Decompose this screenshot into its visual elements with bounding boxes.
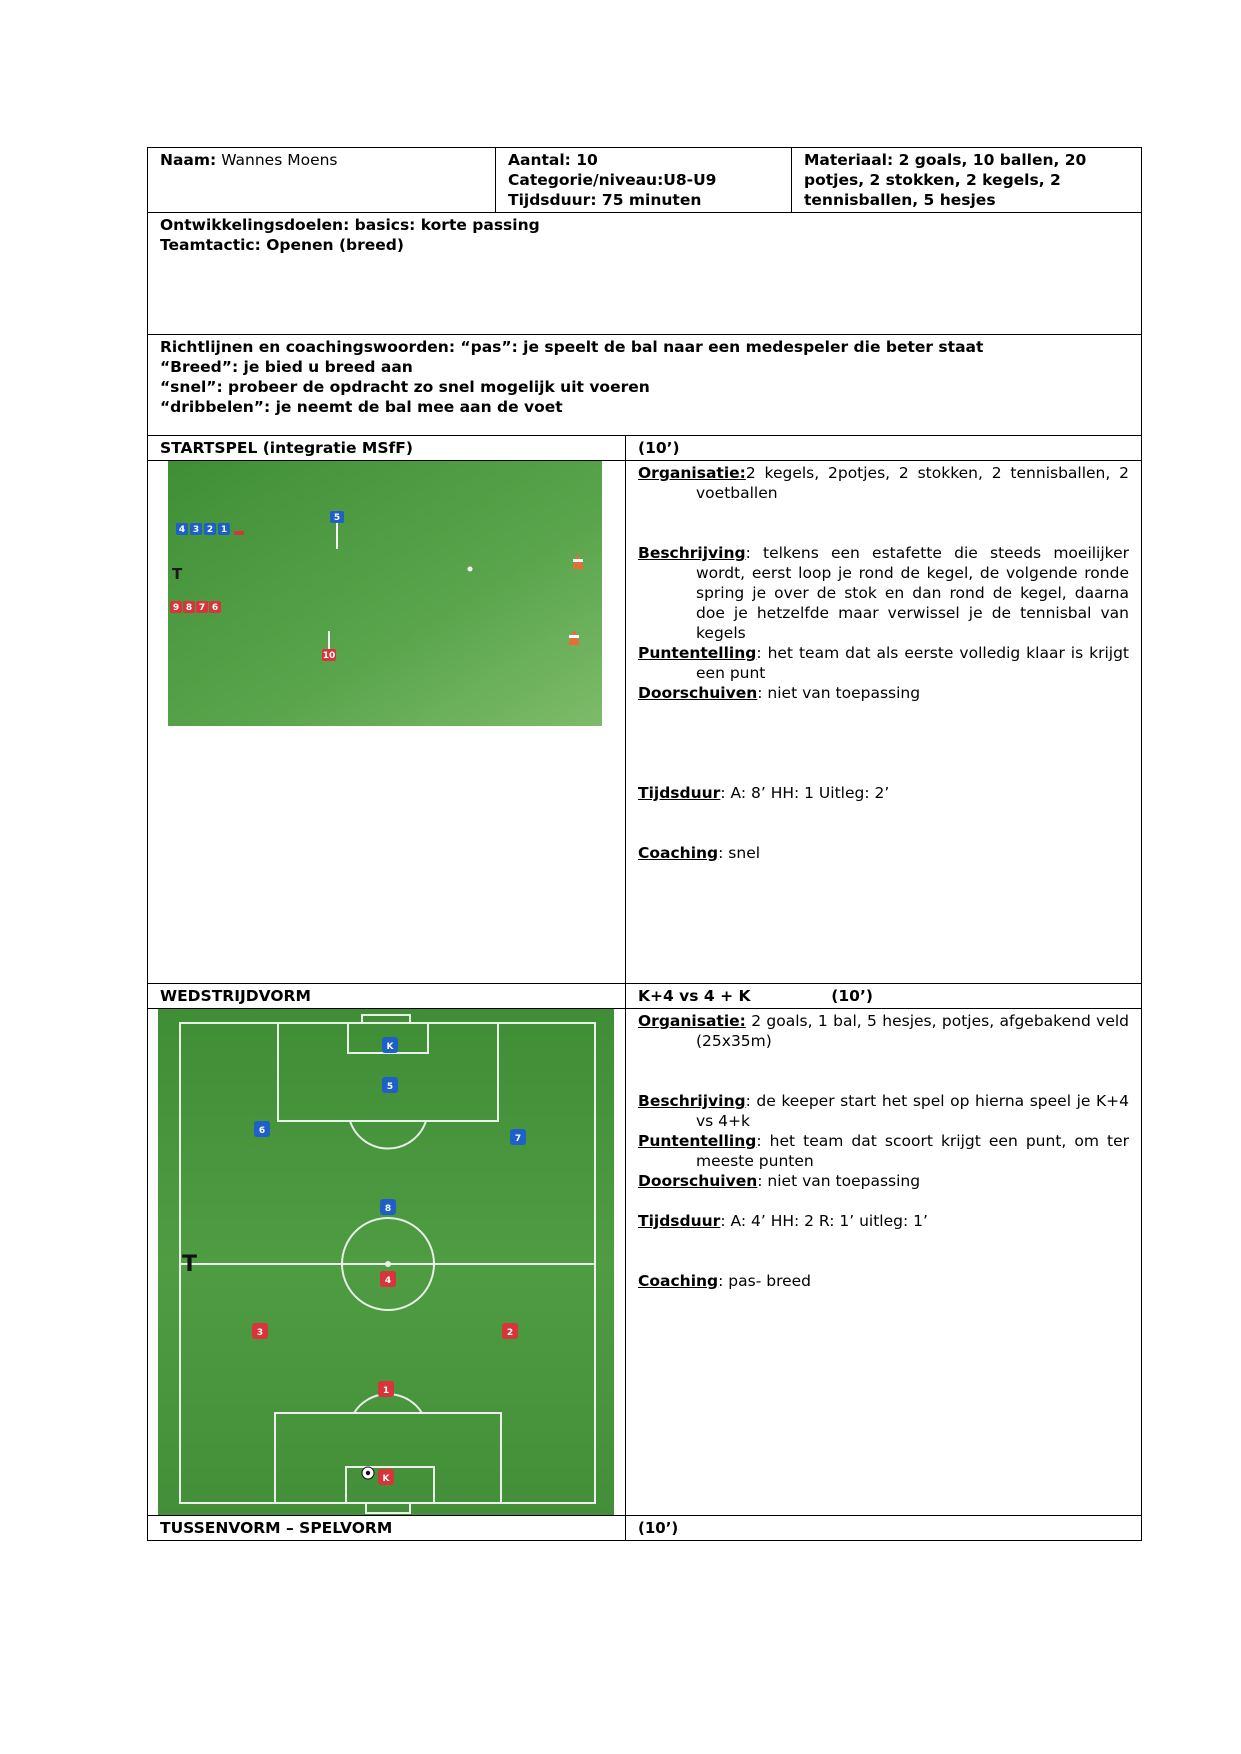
svg-text:5: 5 (333, 513, 341, 523)
naam-value: Wannes Moens (221, 151, 338, 169)
startspel-title: STARTSPEL (integratie MSfF) (148, 436, 626, 461)
svg-text:9: 9 (172, 603, 180, 613)
red-player (209, 601, 221, 613)
red-player (322, 649, 336, 661)
startspel-coaching: Coaching: snel (638, 844, 761, 862)
red-player (170, 601, 182, 613)
richtlijnen-line-1: Richtlijnen en coachingswoorden: “pas”: je speelt de bal naar een medespeler die beter staat (160, 338, 984, 356)
blue-player (254, 1121, 270, 1137)
wedstrijdvorm-text-cell (626, 1009, 1142, 1516)
red-player (378, 1469, 394, 1485)
naam-label: Naam: (160, 151, 217, 169)
richtlijnen-cell (148, 335, 1142, 436)
svg-text:4: 4 (178, 525, 186, 535)
wedstrijdvorm-format-cell (626, 984, 1142, 1009)
svg-text:4: 4 (384, 1276, 392, 1286)
richtlijnen-line-3: “snel”: probeer de opdracht zo snel mogelijk uit voeren (160, 378, 650, 396)
svg-text:K: K (386, 1042, 394, 1052)
blue-player (382, 1077, 398, 1093)
tijdsduur-total: Tijdsduur: 75 minuten (508, 191, 702, 209)
field-background (168, 461, 602, 726)
header-row (148, 148, 1142, 213)
startspel-organisatie: Organisatie:2 kegels, 2potjes, 2 stokken, 2 tennisballen, 2 voetballen (638, 464, 1129, 502)
blue-player (330, 511, 344, 523)
svg-text:5: 5 (386, 1082, 394, 1092)
pole-icon (328, 631, 330, 651)
startspel-doorschuiven: Doorschuiven: niet van toepassing (638, 684, 921, 702)
svg-text:3: 3 (256, 1328, 264, 1338)
doelen-row (148, 213, 1142, 335)
doelen-cell (148, 213, 1142, 335)
startspel-diagram-cell (148, 461, 626, 984)
startspel-body-row (148, 461, 1142, 984)
red-player (183, 601, 195, 613)
tussenvorm-title: TUSSENVORM – SPELVORM (148, 1516, 626, 1541)
blue-player (190, 523, 202, 535)
categorie: Categorie/niveau:U8-U9 (508, 171, 717, 189)
wedstrijdvorm-beschrijving: Beschrijving: de keeper start het spel op hierna speel je K+4 vs 4+k (638, 1092, 1129, 1130)
coach-marker: T (182, 1252, 198, 1277)
blue-player (204, 523, 216, 535)
red-player (380, 1271, 396, 1287)
cone-icon (234, 531, 244, 535)
startspel-header-row (148, 436, 1142, 461)
wedstrijdvorm-duration: (10’) (831, 987, 873, 1005)
startspel-text-cell (626, 461, 1142, 984)
richtlijnen-row (148, 335, 1142, 436)
ball-icon (362, 1467, 374, 1479)
red-player (378, 1381, 394, 1397)
wedstrijdvorm-diagram-cell (148, 1009, 626, 1516)
blue-player (510, 1129, 526, 1145)
startspel-duration: (10’) (626, 436, 1142, 461)
startspel-tijdsduur: Tijdsduur: A: 8’ HH: 1 Uitleg: 2’ (638, 784, 890, 802)
svg-text:K: K (382, 1474, 390, 1484)
svg-text:6: 6 (258, 1126, 266, 1136)
materiaal: Materiaal: 2 goals, 10 ballen, 20 potjes, 2 stokken, 2 kegels, 2 tennisballen, 5 hesjes (804, 151, 1087, 209)
svg-text:8: 8 (384, 1204, 392, 1214)
richtlijnen-line-4: “dribbelen”: je neemt de bal mee aan de voet (160, 398, 563, 416)
ball-icon (468, 567, 473, 572)
blue-player (218, 523, 230, 535)
richtlijnen-line-2: “Breed”: je bied u breed aan (160, 358, 413, 376)
svg-text:2: 2 (506, 1328, 514, 1338)
blue-player (176, 523, 188, 535)
tussenvorm-header-row (148, 1516, 1142, 1541)
red-player (196, 601, 208, 613)
center-spot (385, 1261, 391, 1267)
red-player (252, 1323, 268, 1339)
wedstrijdvorm-organisatie: Organisatie: 2 goals, 1 bal, 5 hesjes, potjes, afgebakend veld (25x35m) (638, 1012, 1129, 1050)
materiaal-cell (792, 148, 1142, 213)
wedstrijdvorm-puntentelling: Puntentelling: het team dat scoort krijgt een punt, om ter meeste punten (638, 1132, 1129, 1170)
wedstrijdvorm-format: K+4 vs 4 + K (638, 987, 751, 1005)
tussenvorm-duration: (10’) (626, 1516, 1142, 1541)
startspel-puntentelling: Puntentelling: het team dat als eerste volledig klaar is krijgt een punt (638, 644, 1129, 682)
pole-icon (336, 523, 338, 549)
wedstrijdvorm-tijdsduur: Tijdsduur: A: 4’ HH: 2 R: 1’ uitleg: 1’ (638, 1212, 928, 1230)
ontwikkelingsdoelen: Ontwikkelingsdoelen: basics: korte passing (160, 216, 540, 234)
svg-text:3: 3 (192, 525, 200, 535)
red-player (502, 1323, 518, 1339)
group-info-cell (496, 148, 792, 213)
svg-text:7: 7 (198, 603, 206, 613)
svg-text:6: 6 (211, 603, 219, 613)
wedstrijdvorm-doorschuiven: Doorschuiven: niet van toepassing (638, 1172, 921, 1190)
wedstrijdvorm-coaching: Coaching: pas- breed (638, 1272, 812, 1290)
coach-marker: T (172, 565, 183, 583)
lesson-plan (147, 147, 1141, 1541)
wedstrijdvorm-field-diagram (158, 1009, 614, 1515)
svg-text:7: 7 (514, 1134, 522, 1144)
lesson-table (147, 147, 1142, 1541)
svg-text:1: 1 (220, 525, 228, 535)
aantal: Aantal: 10 (508, 151, 598, 169)
svg-text:10: 10 (322, 651, 336, 661)
startspel-field-diagram (168, 461, 602, 726)
blue-player (382, 1037, 398, 1053)
svg-text:1: 1 (382, 1386, 390, 1396)
svg-text:8: 8 (185, 603, 193, 613)
teamtactic: Teamtactic: Openen (breed) (160, 236, 404, 254)
wedstrijdvorm-header-row (148, 984, 1142, 1009)
wedstrijdvorm-title: WEDSTRIJDVORM (148, 984, 626, 1009)
startspel-beschrijving: Beschrijving: telkens een estafette die steeds moeilijker wordt, eerst loop je rond de kegel, de volgende ronde spring je over de stok en dan rond de kegel, daarna doe je hetzelfde maar verwissel je de tennisbal van kegels (638, 544, 1129, 642)
svg-text:2: 2 (206, 525, 214, 535)
naam-cell (148, 148, 496, 213)
wedstrijdvorm-body-row (148, 1009, 1142, 1516)
blue-player (380, 1199, 396, 1215)
